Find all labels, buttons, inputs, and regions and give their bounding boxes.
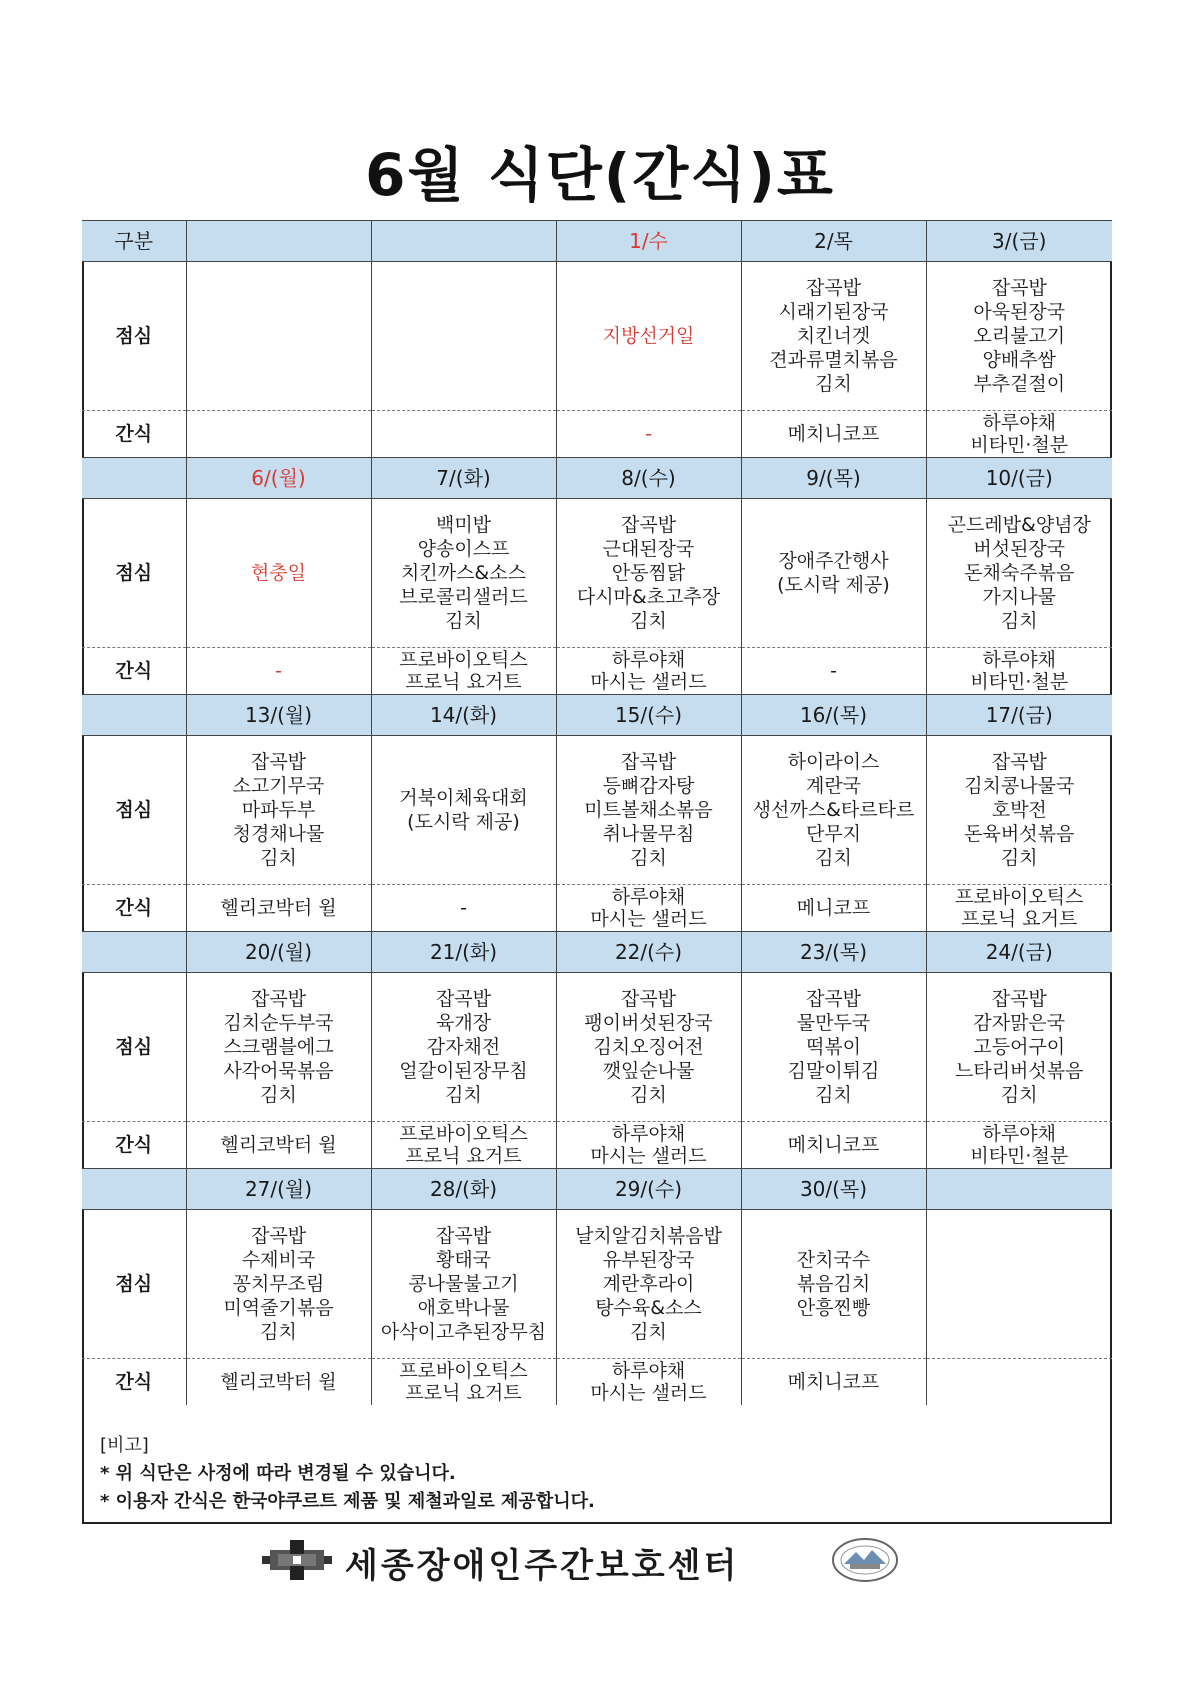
lunch-item: 잡곡밥 [805, 277, 862, 299]
lunch-item: 곤드레밥&양념장 [947, 514, 1091, 536]
snack-item: 프로바이오틱스 [399, 1123, 528, 1145]
lunch-item: 하이라이스 [787, 751, 880, 773]
lunch-item: 마파두부 [241, 799, 316, 821]
lunch-item: 다시마&초고추장 [576, 586, 721, 608]
snack-cell [556, 648, 741, 695]
snack-item: 하루야채 [611, 1123, 686, 1145]
lunch-cell [556, 973, 741, 1122]
lunch-item: 콩나물불고기 [408, 1273, 519, 1295]
snack-cell [556, 411, 741, 458]
page-title: 6월 식단(간식)표 [365, 141, 835, 209]
lunch-item: 잡곡밥 [991, 751, 1047, 773]
lunch-item: 현충일 [250, 562, 307, 584]
lunch-item: 시래기된장국 [778, 301, 889, 323]
date-header: 1/수 [556, 221, 741, 262]
snack-item: 프로닉 요거트 [405, 671, 522, 693]
lunch-cell [371, 736, 556, 885]
lunch-item: 깻잎순나물 [602, 1060, 695, 1082]
lunch-item: 황태국 [435, 1249, 492, 1271]
note-item-2: * 이용자 간식은 한국야쿠르트 제품 및 제철과일로 제공합니다. [100, 1491, 595, 1512]
lunch-item: 안흥찐빵 [796, 1297, 871, 1319]
snack-item: 마시는 샐러드 [590, 908, 707, 930]
lunch-item: 잡곡밥 [991, 988, 1047, 1010]
lunch-cell [186, 736, 371, 885]
date-header: 24/(금) [926, 932, 1112, 973]
snack-item: 비타민·철분 [970, 1145, 1069, 1167]
lunch-item: 소고기무국 [232, 775, 325, 797]
snack-cell [741, 1359, 926, 1406]
snack-item: 헬리코박터 윌 [220, 1134, 337, 1156]
snack-row [82, 1122, 1112, 1169]
date-header: 21/(화) [371, 932, 556, 973]
lunch-item: 양배추쌈 [982, 349, 1056, 371]
lunch-item: 버섯된장국 [973, 538, 1066, 560]
snack-item: 하루야채 [982, 1123, 1056, 1145]
lunch-item: 감자채전 [426, 1036, 501, 1058]
lunch-item: 치킨너겟 [796, 325, 871, 347]
lunch-item: 육개장 [435, 1012, 492, 1034]
row-label-lunch: 점심 [82, 262, 186, 411]
snack-item: 하루야채 [611, 1360, 686, 1382]
center-name: 세종장애인주간보호센터 [345, 1546, 740, 1586]
snack-item: 프로바이오틱스 [955, 886, 1084, 908]
lunch-item: 거북이체육대회 [399, 787, 528, 809]
lunch-item: 부추겉절이 [973, 373, 1066, 395]
week-header-row [82, 1169, 1112, 1210]
menu-table [82, 220, 1112, 1405]
lunch-item: 날치알김치볶음밥 [575, 1225, 722, 1247]
snack-cell [186, 1359, 371, 1406]
lunch-item: 브로콜리샐러드 [399, 586, 528, 608]
lunch-item: 느타리버섯볶음 [955, 1060, 1084, 1082]
lunch-item: 팽이버섯된장국 [584, 1012, 713, 1034]
note-item-1: * 위 식단은 사정에 따라 변경될 수 있습니다. [100, 1463, 456, 1484]
date-header: 15/(수) [556, 695, 741, 736]
snack-cell [186, 648, 371, 695]
snack-cell [371, 648, 556, 695]
row-label-header [82, 932, 186, 973]
lunch-item: 김치오징어전 [593, 1036, 704, 1058]
lunch-item: 떡볶이 [805, 1036, 862, 1058]
snack-item: 프로바이오틱스 [399, 1360, 528, 1382]
snack-cell [926, 1359, 1112, 1406]
snack-item: - [460, 897, 467, 919]
lunch-item: 김치콩나물국 [964, 775, 1075, 797]
date-header: 30/(목) [741, 1169, 926, 1210]
row-label-header [82, 1169, 186, 1210]
lunch-item: 호박전 [991, 799, 1047, 821]
row-label-header [82, 695, 186, 736]
row-label-snack: 간식 [82, 648, 186, 695]
lunch-item: 가지나물 [982, 586, 1056, 608]
date-header: 20/(월) [186, 932, 371, 973]
lunch-cell [556, 1210, 741, 1359]
lunch-cell [556, 499, 741, 648]
lunch-cell [741, 973, 926, 1122]
row-label-lunch: 점심 [82, 1210, 186, 1359]
lunch-item: 돈육버섯볶음 [964, 823, 1075, 845]
snack-item: 하루야채 [611, 649, 686, 671]
lunch-cell [371, 1210, 556, 1359]
lunch-cell [371, 499, 556, 648]
snack-item: 비타민·철분 [970, 434, 1069, 456]
date-header: 16/(목) [741, 695, 926, 736]
snack-cell [741, 648, 926, 695]
snack-cell [556, 1122, 741, 1169]
lunch-item: (도시락 제공) [777, 574, 890, 596]
date-header: 7/(화) [371, 458, 556, 499]
date-header: 3/(금) [926, 221, 1112, 262]
lunch-item: 고등어구이 [973, 1036, 1066, 1058]
lunch-item: 김치 [630, 610, 667, 632]
snack-cell [556, 1359, 741, 1406]
lunch-cell [556, 736, 741, 885]
date-header: 2/목 [741, 221, 926, 262]
notes-heading: [비고] [100, 1435, 149, 1456]
snack-cell [556, 885, 741, 932]
snack-item: 마시는 샐러드 [590, 671, 707, 693]
lunch-item: 김치 [630, 847, 667, 869]
lunch-item: 볶음김치 [796, 1273, 871, 1295]
date-header: 29/(수) [556, 1169, 741, 1210]
lunch-item: 김치 [815, 373, 852, 395]
lunch-cell [186, 262, 371, 411]
lunch-item: 취나물무침 [602, 823, 695, 845]
lunch-cell [186, 1210, 371, 1359]
snack-item: 메니코프 [796, 897, 871, 919]
lunch-cell [741, 736, 926, 885]
lunch-item: 김치 [1000, 847, 1038, 869]
date-header: 23/(목) [741, 932, 926, 973]
date-header [186, 221, 371, 262]
lunch-item: 장애주간행사 [778, 550, 889, 572]
snack-cell [926, 885, 1112, 932]
lunch-cell [371, 262, 556, 411]
lunch-item: 김치 [260, 1321, 297, 1343]
snack-item: 마시는 샐러드 [590, 1145, 707, 1167]
row-label-lunch: 점심 [82, 499, 186, 648]
lunch-item: 돈채숙주볶음 [964, 562, 1075, 584]
snack-cell [741, 1122, 926, 1169]
lunch-row [82, 499, 1112, 648]
lunch-item: 김치 [445, 610, 482, 632]
snack-item: 메치니코프 [787, 1134, 880, 1156]
lunch-item: 아삭이고추된장무침 [380, 1321, 547, 1343]
snack-cell [186, 411, 371, 458]
snack-item: - [275, 660, 282, 682]
seal-logo-icon [830, 1536, 900, 1584]
lunch-item: 얼갈이된장무침 [399, 1060, 528, 1082]
snack-cell [926, 1122, 1112, 1169]
lunch-item: 잡곡밥 [620, 514, 677, 536]
lunch-item: 김치 [630, 1084, 667, 1106]
snack-item: - [830, 660, 837, 682]
row-label-lunch: 점심 [82, 736, 186, 885]
lunch-item: 계란후라이 [602, 1273, 695, 1295]
row-label-header [82, 458, 186, 499]
lunch-item: 유부된장국 [602, 1249, 695, 1271]
lunch-item: 치킨까스&소스 [401, 562, 526, 584]
lunch-item: 김치 [260, 847, 297, 869]
snack-cell [186, 1122, 371, 1169]
snack-item: 프로바이오틱스 [399, 649, 528, 671]
lunch-cell [371, 973, 556, 1122]
row-label-header: 구분 [82, 221, 186, 262]
lunch-item: 김치순두부국 [223, 1012, 334, 1034]
week-header-row [82, 458, 1112, 499]
date-header [371, 221, 556, 262]
lunch-item: 잡곡밥 [250, 988, 307, 1010]
lunch-item: 미트볼채소볶음 [584, 799, 713, 821]
snack-cell [186, 885, 371, 932]
date-header: 22/(수) [556, 932, 741, 973]
row-label-snack: 간식 [82, 1359, 186, 1406]
lunch-item: 김치 [1000, 610, 1038, 632]
lunch-item: 스크램블에그 [223, 1036, 334, 1058]
row-label-snack: 간식 [82, 885, 186, 932]
date-header: 10/(금) [926, 458, 1112, 499]
snack-item: 비타민·철분 [970, 671, 1069, 693]
snack-item: - [645, 423, 652, 445]
snack-cell [741, 411, 926, 458]
lunch-item: 등뼈감자탕 [602, 775, 695, 797]
lunch-cell [926, 1210, 1112, 1359]
date-header: 14/(화) [371, 695, 556, 736]
snack-cell [371, 411, 556, 458]
date-header: 27/(월) [186, 1169, 371, 1210]
lunch-item: 김치 [815, 1084, 852, 1106]
lunch-item: 김말이튀김 [787, 1060, 880, 1082]
notes-section [100, 1432, 1090, 1516]
lunch-item: 생선까스&타르타르 [752, 799, 915, 821]
lunch-item: 사각어묵볶음 [223, 1060, 334, 1082]
row-label-lunch: 점심 [82, 973, 186, 1122]
date-header: 28/(화) [371, 1169, 556, 1210]
lunch-item: 잡곡밥 [805, 988, 862, 1010]
lunch-item: 김치 [260, 1084, 297, 1106]
lunch-item: 김치 [630, 1321, 667, 1343]
snack-item: 프로닉 요거트 [961, 908, 1078, 930]
lunch-item: 김치 [1000, 1084, 1038, 1106]
snack-row [82, 1359, 1112, 1406]
lunch-item: 꽁치무조림 [232, 1273, 325, 1295]
lunch-cell [741, 262, 926, 411]
lunch-cell [186, 499, 371, 648]
week-header-row [82, 221, 1112, 262]
snack-cell [926, 411, 1112, 458]
lunch-item: 물만두국 [796, 1012, 871, 1034]
lunch-cell [556, 262, 741, 411]
lunch-item: 애호박나물 [417, 1297, 510, 1319]
lunch-item: 지방선거일 [602, 325, 695, 347]
snack-item: 메치니코프 [787, 1371, 880, 1393]
lunch-item: 단무지 [805, 823, 862, 845]
week-header-row [82, 695, 1112, 736]
snack-item: 하루야채 [611, 886, 686, 908]
snack-row [82, 885, 1112, 932]
lunch-item: 안동찜닭 [611, 562, 686, 584]
lunch-cell [926, 499, 1112, 648]
lunch-row [82, 1210, 1112, 1359]
lunch-item: 탕수육&소스 [595, 1297, 702, 1319]
lunch-item: 잡곡밥 [250, 1225, 307, 1247]
date-header: 6/(월) [186, 458, 371, 499]
snack-row [82, 648, 1112, 695]
snack-item: 프로닉 요거트 [405, 1382, 522, 1404]
snack-item: 헬리코박터 윌 [220, 897, 337, 919]
lunch-item: 잡곡밥 [435, 1225, 492, 1247]
date-header: 9/(목) [741, 458, 926, 499]
date-header [926, 1169, 1112, 1210]
snack-item: 하루야채 [982, 412, 1056, 434]
row-label-snack: 간식 [82, 1122, 186, 1169]
snack-row [82, 411, 1112, 458]
snack-cell [371, 885, 556, 932]
lunch-item: 김치 [445, 1084, 482, 1106]
lunch-item: 아욱된장국 [973, 301, 1066, 323]
lunch-cell [926, 736, 1112, 885]
footer [0, 1536, 1200, 1586]
snack-item: 하루야채 [982, 649, 1056, 671]
date-header: 8/(수) [556, 458, 741, 499]
lunch-item: 미역줄기볶음 [223, 1297, 334, 1319]
lunch-cell [186, 973, 371, 1122]
lunch-cell [741, 499, 926, 648]
lunch-cell [741, 1210, 926, 1359]
lunch-row [82, 973, 1112, 1122]
lunch-cell [926, 973, 1112, 1122]
date-header: 17/(금) [926, 695, 1112, 736]
lunch-item: 잡곡밥 [620, 751, 677, 773]
snack-item: 프로닉 요거트 [405, 1145, 522, 1167]
lunch-item: 근대된장국 [602, 538, 695, 560]
row-label-snack: 간식 [82, 411, 186, 458]
lunch-item: 청경채나물 [232, 823, 325, 845]
lunch-item: 잔치국수 [796, 1249, 871, 1271]
lunch-item: 잡곡밥 [435, 988, 492, 1010]
snack-item: 마시는 샐러드 [590, 1382, 707, 1404]
lunch-cell [926, 262, 1112, 411]
lunch-item: 오리불고기 [973, 325, 1066, 347]
snack-cell [926, 648, 1112, 695]
lunch-item: 계란국 [805, 775, 862, 797]
cross-logo-icon [262, 1540, 332, 1580]
snack-item: 메치니코프 [787, 423, 880, 445]
lunch-item: 잡곡밥 [991, 277, 1047, 299]
lunch-row [82, 262, 1112, 411]
snack-cell [741, 885, 926, 932]
lunch-item: 잡곡밥 [250, 751, 307, 773]
lunch-item: 양송이스프 [417, 538, 510, 560]
lunch-item: 수제비국 [241, 1249, 316, 1271]
lunch-item: 백미밥 [435, 514, 492, 536]
lunch-item: (도시락 제공) [407, 811, 520, 833]
snack-cell [371, 1359, 556, 1406]
lunch-item: 잡곡밥 [620, 988, 677, 1010]
lunch-row [82, 736, 1112, 885]
snack-item: 헬리코박터 윌 [220, 1371, 337, 1393]
lunch-item: 감자맑은국 [973, 1012, 1066, 1034]
lunch-item: 김치 [815, 847, 852, 869]
week-header-row [82, 932, 1112, 973]
date-header: 13/(월) [186, 695, 371, 736]
snack-cell [371, 1122, 556, 1169]
lunch-item: 견과류멸치볶음 [769, 349, 898, 371]
